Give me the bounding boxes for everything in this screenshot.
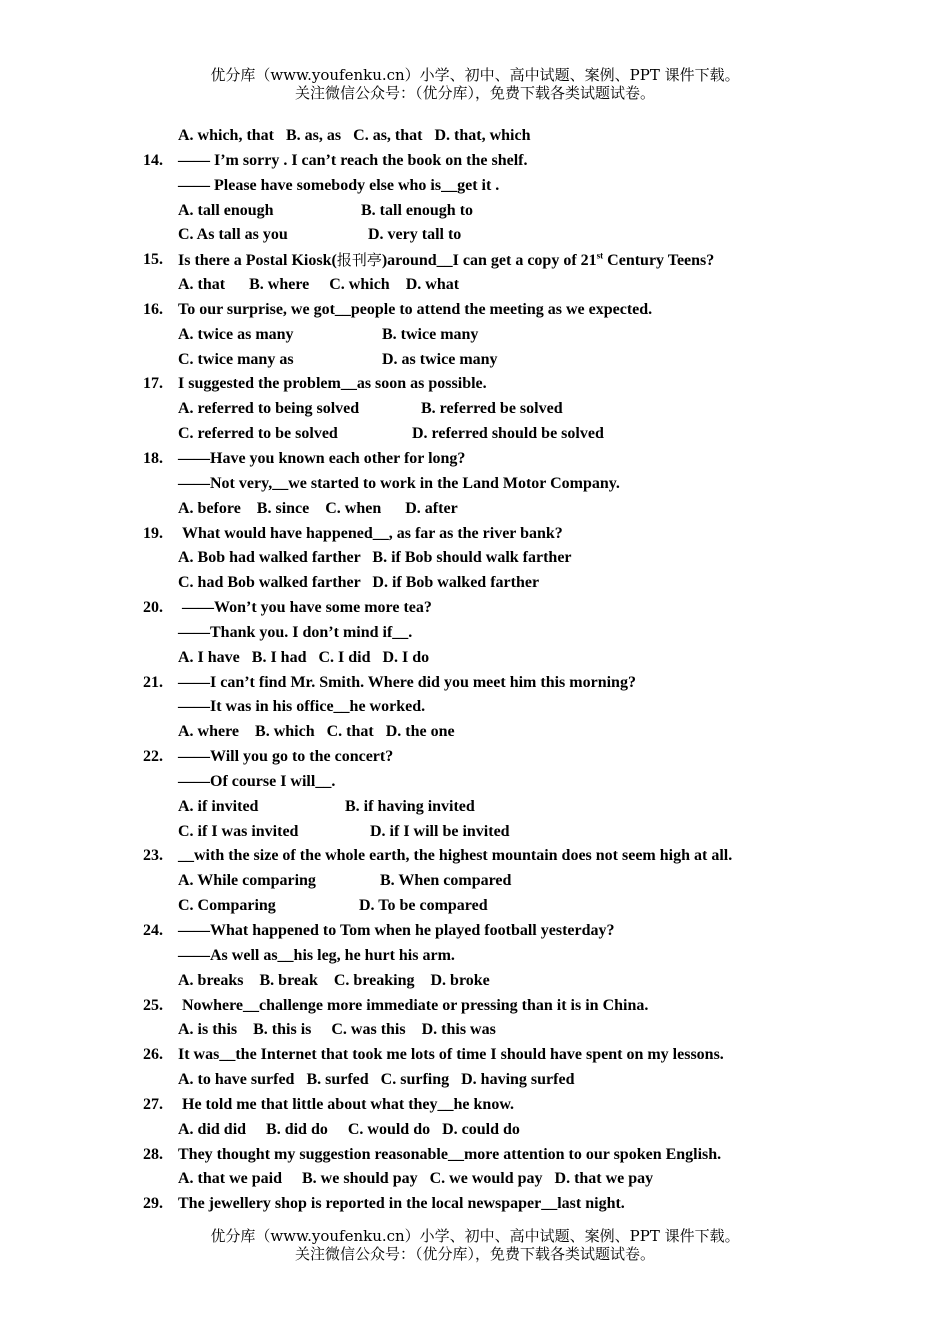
q23-option-a: A. While comparing [178, 872, 316, 890]
q16-option-c: C. twice many as [178, 350, 294, 368]
q16-option-b: B. twice many [382, 325, 479, 343]
q15-stem-b: )around__I can get a copy of 21 [381, 252, 597, 270]
q26-options-text: A. to have surfed B. surfed C. surfing D. having surfed [178, 1071, 575, 1089]
page-footer [0, 1227, 950, 1263]
q25-number: 25. [143, 996, 163, 1014]
q21-line-2-row [0, 695, 950, 720]
q15-options [0, 273, 950, 298]
q23-option-b: B. When compared [380, 872, 512, 890]
q19-options-cd-text: C. had Bob walked farther D. if Bob walked farther [178, 574, 540, 592]
q20-line-2: ——Thank you. I don’t mind if__. [178, 623, 413, 641]
q15-number: 15. [143, 251, 163, 269]
q27-options-text: A. did did B. did do C. would do D. could do [178, 1120, 520, 1138]
q28-options-text: A. that we paid B. we should pay C. we would pay D. that we pay [178, 1170, 654, 1188]
q18-options [0, 497, 950, 522]
q25-options [0, 1018, 950, 1043]
q19-options-ab [0, 546, 950, 571]
q27-number: 27. [143, 1095, 163, 1113]
q17-options-ab [0, 397, 950, 422]
q29-number: 29. [143, 1195, 163, 1213]
question-22 [0, 745, 950, 770]
question-15 [0, 248, 950, 273]
q28-stem: They thought my suggestion reasonable__more attention to our spoken English. [178, 1145, 722, 1163]
q19-number: 19. [143, 524, 163, 542]
q13-options-text: A. which, that B. as, as C. as, that D. that, which [178, 127, 531, 144]
q21-number: 21. [143, 673, 163, 691]
question-24 [0, 919, 950, 944]
question-13-options [0, 124, 950, 149]
question-14 [0, 149, 950, 174]
q14-line-2: —— Please have somebody else who is__get it . [178, 176, 500, 194]
q22-line-2: ——Of course I will__. [178, 772, 336, 790]
q23-stem: __with the size of the whole earth, the highest mountain does not seem high at all. [178, 847, 733, 865]
q24-options-text: A. breaks B. break C. breaking D. broke [178, 971, 490, 989]
q26-number: 26. [143, 1046, 163, 1064]
q22-option-b: B. if having invited [345, 797, 475, 815]
q21-options [0, 720, 950, 745]
q23-number: 23. [143, 847, 163, 865]
q16-stem: To our surprise, we got__people to attend the meeting as we expected. [178, 300, 653, 318]
q17-options-cd [0, 422, 950, 447]
question-28 [0, 1143, 950, 1168]
q25-options-text: A. is this B. this is C. was this D. this was [178, 1021, 496, 1039]
question-20 [0, 596, 950, 621]
header-line-1: 优分库（www.youfenku.cn）小学、初中、高中试题、案例、PPT 课件下载。 [210, 66, 740, 84]
q18-line-2-row [0, 472, 950, 497]
q22-option-d: D. if I will be invited [370, 822, 510, 840]
q14-number: 14. [143, 151, 163, 169]
question-19 [0, 522, 950, 547]
q19-options-ab-text: A. Bob had walked farther B. if Bob should walk farther [178, 549, 572, 567]
question-23 [0, 844, 950, 869]
q14-line-2-row [0, 174, 950, 199]
q23-option-c: C. Comparing [178, 897, 276, 915]
q18-line-1: ——Have you known each other for long? [178, 449, 466, 467]
q27-options [0, 1118, 950, 1143]
question-list [0, 124, 950, 1217]
q14-options-ab [0, 199, 950, 224]
q15-stem [178, 248, 714, 274]
q20-number: 20. [143, 599, 163, 617]
q17-number: 17. [143, 375, 163, 393]
q28-number: 28. [143, 1145, 163, 1163]
q23-options-cd [0, 894, 950, 919]
q15-options-text: A. that B. where C. which D. what [178, 276, 460, 294]
q22-number: 22. [143, 748, 163, 766]
q24-options [0, 969, 950, 994]
q27-stem: He told me that little about what they__he know. [182, 1095, 514, 1113]
q26-options [0, 1068, 950, 1093]
q17-stem: I suggested the problem__as soon as possible. [178, 375, 487, 393]
q18-line-2: ——Not very,__we started to work in the Land Motor Company. [178, 474, 620, 492]
q19-stem: What would have happened__, as far as the river bank? [182, 524, 563, 542]
q15-stem-a: Is there a Postal Kiosk( [178, 252, 337, 270]
footer-line-2: 关注微信公众号：（优分库），免费下载各类试题试卷。 [294, 1245, 655, 1263]
question-16 [0, 298, 950, 323]
q15-stem-chinese: 报刊亭 [336, 251, 382, 270]
q19-options-cd [0, 571, 950, 596]
q14-option-a: A. tall enough [178, 201, 274, 219]
q17-option-b: B. referred be solved [421, 400, 563, 418]
q16-option-d: D. as twice many [382, 350, 498, 368]
q16-number: 16. [143, 300, 163, 318]
q17-option-a: A. referred to being solved [178, 400, 360, 418]
q21-line-1: ——I can’t find Mr. Smith. Where did you meet him this morning? [178, 673, 636, 691]
q15-stem-c: Century Teens? [603, 252, 715, 270]
q24-line-2-row [0, 944, 950, 969]
q21-line-2: ——It was in his office__he worked. [178, 698, 426, 716]
q22-line-2-row [0, 770, 950, 795]
q22-options-ab [0, 795, 950, 820]
question-27 [0, 1093, 950, 1118]
q23-options-ab [0, 869, 950, 894]
q22-options-cd [0, 820, 950, 845]
q14-option-c: C. As tall as you [178, 226, 288, 244]
q20-options [0, 646, 950, 671]
q20-line-2-row [0, 621, 950, 646]
q20-line-1: ——Won’t you have some more tea? [182, 599, 432, 617]
q20-options-text: A. I have B. I had C. I did D. I do [178, 648, 430, 666]
q14-option-d: D. very tall to [368, 226, 462, 244]
q17-option-c: C. referred to be solved [178, 425, 338, 443]
q22-option-c: C. if I was invited [178, 822, 299, 840]
q24-number: 24. [143, 922, 163, 939]
q14-options-cd [0, 223, 950, 248]
question-26 [0, 1043, 950, 1068]
q18-options-text: A. before B. since C. when D. after [178, 499, 458, 517]
q17-option-d: D. referred should be solved [412, 425, 604, 443]
q23-option-d: D. To be compared [359, 897, 488, 915]
q16-options-ab [0, 323, 950, 348]
q18-number: 18. [143, 449, 163, 467]
question-17 [0, 372, 950, 397]
question-29 [0, 1192, 950, 1217]
q21-options-text: A. where B. which C. that D. the one [178, 723, 455, 741]
q25-stem: Nowhere__challenge more immediate or pressing than it is in China. [182, 996, 649, 1014]
page-header [0, 66, 950, 102]
q26-stem: It was__the Internet that took me lots of time I should have spent on my lessons. [178, 1046, 724, 1064]
question-25 [0, 994, 950, 1019]
footer-line-1: 优分库（www.youfenku.cn）小学、初中、高中试题、案例、PPT 课件下载。 [210, 1227, 740, 1245]
q24-line-1: ——What happened to Tom when he played football yesterday? [178, 922, 615, 939]
q15-stem-sup: st [596, 250, 604, 261]
question-18 [0, 447, 950, 472]
header-line-2: 关注微信公众号：（优分库），免费下载各类试题试卷。 [294, 84, 655, 102]
q29-stem: The jewellery shop is reported in the local newspaper__last night. [178, 1195, 625, 1213]
q14-option-b: B. tall enough to [361, 201, 474, 219]
question-21 [0, 671, 950, 696]
q28-options [0, 1167, 950, 1192]
q24-line-2: ——As well as__his leg, he hurt his arm. [178, 946, 455, 964]
q22-line-1: ——Will you go to the concert? [178, 748, 394, 766]
q16-options-cd [0, 348, 950, 373]
q16-option-a: A. twice as many [178, 325, 294, 343]
q14-line-1: —— I’m sorry . I can’t reach the book on the shelf. [178, 151, 528, 169]
q22-option-a: A. if invited [178, 797, 259, 815]
